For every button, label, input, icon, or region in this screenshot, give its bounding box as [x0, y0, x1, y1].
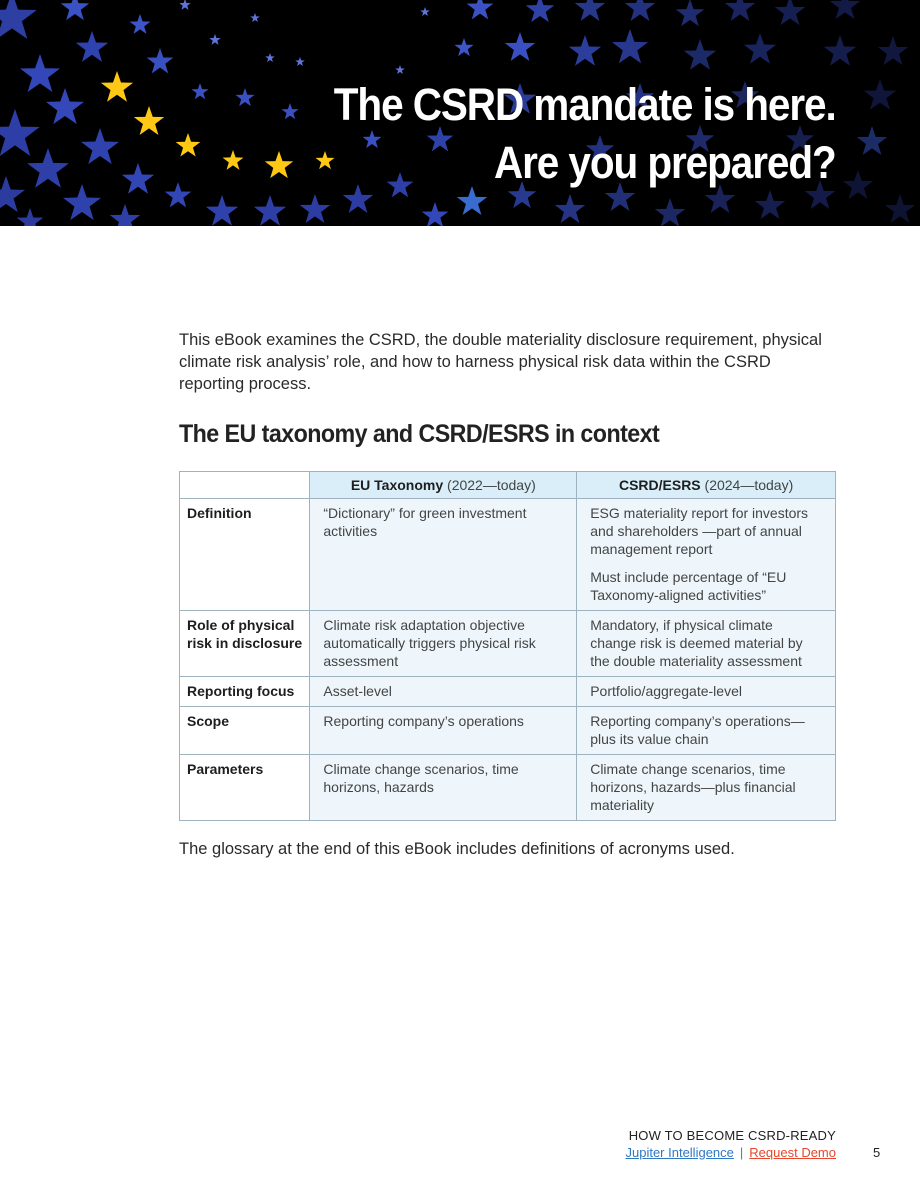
table-row — [180, 707, 836, 755]
footer-title: HOW TO BECOME CSRD-READY — [628, 1128, 836, 1143]
column-years: (2024—today) — [704, 477, 794, 493]
taxonomy-cell — [310, 499, 577, 611]
row-label: Parameters — [180, 755, 310, 821]
cell-text: ESG materiality report for investors and shareholders —part of annual management report — [590, 505, 809, 557]
taxonomy-cell — [310, 677, 577, 707]
table-header-csrd-esrs — [577, 472, 836, 499]
comparison-table — [179, 471, 836, 821]
table-row — [180, 755, 836, 821]
taxonomy-cell — [310, 611, 577, 677]
title-line-1: The CSRD mandate is here. — [334, 79, 836, 130]
table-row — [180, 677, 836, 707]
taxonomy-cell — [310, 707, 577, 755]
table-header-eu-taxonomy — [310, 472, 577, 499]
footer-links — [625, 1145, 836, 1161]
column-name: CSRD/ESRS — [618, 477, 701, 493]
csrd-cell — [577, 499, 836, 611]
table-row — [180, 611, 836, 677]
table-header-blank — [180, 472, 310, 499]
cell-text: Climate change scenarios, time horizons, hazards—plus financial materiality — [590, 761, 796, 813]
cell-text: Reporting company’s operations—plus its value chain — [590, 713, 805, 747]
csrd-cell — [577, 611, 836, 677]
column-name: EU Taxonomy — [350, 477, 444, 493]
cell-text: Mandatory, if physical climate change risk is deemed material by the double materiality assessment — [590, 617, 803, 669]
request-demo-link[interactable]: Request Demo — [749, 1145, 836, 1160]
jupiter-intelligence-link[interactable]: Jupiter Intelligence — [625, 1145, 734, 1160]
table-row — [180, 499, 836, 611]
page-footer — [625, 1128, 836, 1161]
section-heading: The EU taxonomy and CSRD/ESRS in context — [179, 420, 660, 448]
row-label: Scope — [180, 707, 310, 755]
table-header-row — [180, 472, 836, 499]
row-label: Reporting focus — [180, 677, 310, 707]
star-icon — [101, 71, 335, 178]
column-years: (2022—today) — [447, 477, 536, 493]
intro-paragraph: This eBook examines the CSRD, the double materiality disclosure requirement, physical climate risk analysis’ role, and how to harness physical risk data within the CSRD reporting process. — [179, 331, 822, 393]
cell-text: Climate change scenarios, time horizons, hazards — [323, 761, 519, 795]
cell-text: Asset-level — [323, 683, 392, 699]
row-label: Definition — [180, 499, 310, 611]
page-number: 5 — [873, 1145, 881, 1160]
cell-text: “Dictionary” for green investment activities — [323, 505, 527, 539]
footer-separator: | — [739, 1145, 744, 1160]
csrd-cell — [577, 707, 836, 755]
cell-text: Portfolio/aggregate-level — [590, 683, 742, 699]
cell-text-extra: Must include percentage of “EU Taxonomy-aligned activities” — [590, 569, 787, 603]
taxonomy-cell — [310, 755, 577, 821]
cell-text: Reporting company’s operations — [323, 713, 524, 729]
row-label: Role of physical risk in disclosure — [180, 611, 310, 677]
glossary-note: The glossary at the end of this eBook includes definitions of acronyms used. — [179, 840, 735, 858]
title-line-2: Are you prepared? — [494, 137, 836, 188]
hero-banner — [0, 0, 920, 226]
cell-text: Climate risk adaptation objective automatically triggers physical risk assessment — [323, 617, 536, 669]
page-title — [334, 76, 836, 192]
csrd-cell — [577, 755, 836, 821]
csrd-cell — [577, 677, 836, 707]
